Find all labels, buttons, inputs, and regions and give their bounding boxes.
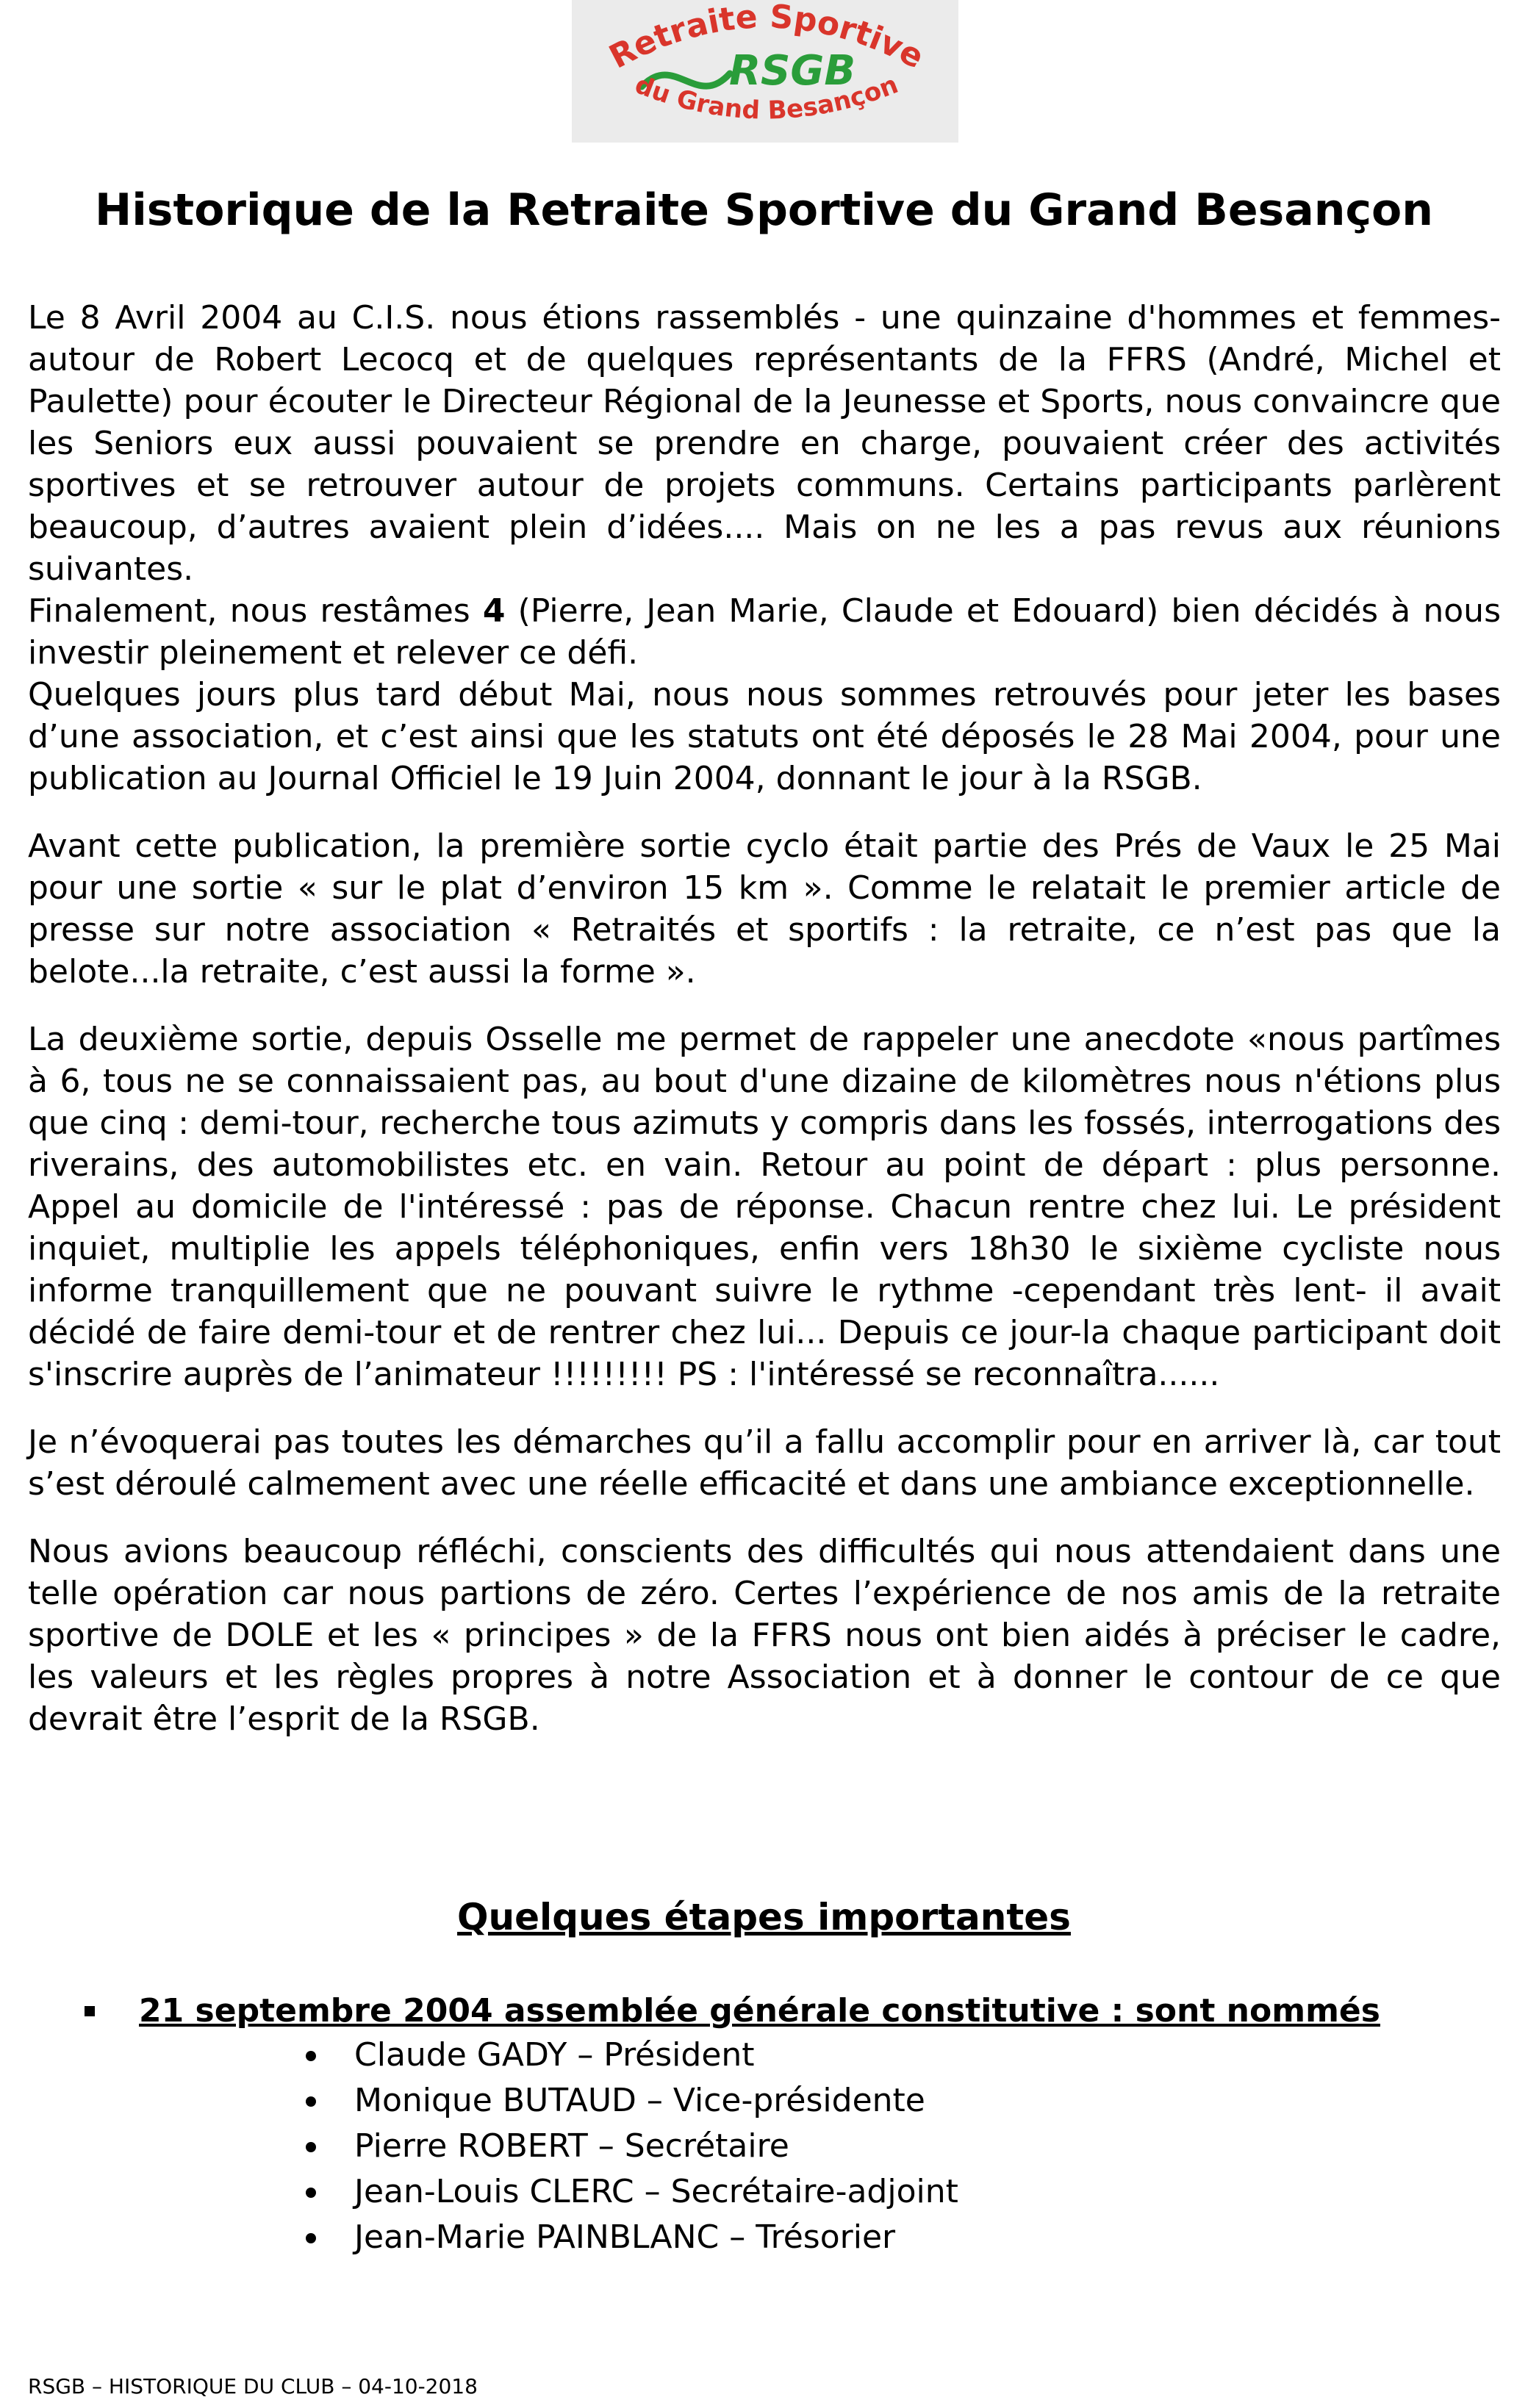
member-name: Jean-Louis CLERC – Secrétaire-adjoint <box>354 2173 958 2210</box>
paragraph-first-ride: Avant cette publication, la première sortie cyclo était partie des Prés de Vaux le 25 Mai pour une sortie « sur le plat d’environ 15 km ». Comme le relatait le premier article de presse sur notre association « Retraités et sportifs : la retraite, ce n’est pas que la belote...la retraite, c’est aussi la forme ». <box>28 827 1501 991</box>
list-item <box>303 2033 1481 2078</box>
logo-text-mid: RSGB <box>728 47 856 95</box>
list-item <box>303 2215 1481 2260</box>
paragraph-meeting: Le 8 Avril 2004 au C.I.S. nous étions rassemblés - une quinzaine d'hommes et femmes- autour de Robert Lecocq et de quelques représentants de la FFRS (André, Michel et Paulette) pour écouter le Directeur Régional de la Jeunesse et Sports, nous convaincre que les Seniors eux aussi pouvaient se prendre en charge, pouvaient créer des activités sportives et se retrouver autour de projets communs. Certains participants parlèrent beaucoup, d’autres avaient plein d’idées.... Mais on ne les a pas revus aux réunions suivantes. <box>28 299 1501 588</box>
page-footer: RSGB – HISTORIQUE DU CLUB – 04-10-2018 <box>28 2374 478 2398</box>
member-list <box>303 2033 1481 2260</box>
logo-text-top: Retraite Sportive <box>603 0 930 76</box>
milestone-list <box>85 1990 1481 2260</box>
section-title-milestones: Quelques étapes importantes <box>457 1896 1071 1938</box>
page-title: Historique de la Retraite Sportive du Grand Besançon <box>95 184 1433 236</box>
paragraph-founders <box>28 590 1501 674</box>
paragraph-statutes: Quelques jours plus tard début Mai, nous nous sommes retrouvés pour jeter les bases d’une association, et c’est ainsi que les statuts ont été déposés le 28 Mai 2004, pour une publication au Journal Officiel le 19 Juin 2004, donnant le jour à la RSGB. <box>28 676 1501 797</box>
founders-text-after: (Pierre, Jean Marie, Claude et Edouard) bien décidés à nous investir pleinement et relever ce défi. <box>28 592 1501 672</box>
square-bullet-icon <box>85 2006 95 2016</box>
bullet-icon <box>306 2233 316 2243</box>
milestone-item <box>85 1990 1481 2033</box>
paragraph-values: Nous avions beaucoup réfléchi, conscients des difficultés qui nous attendaient dans une telle opération car nous partions de zéro. Certes l’expérience de nos amis de la retraite sportive de DOLE et les « principes » de la FFRS nous ont bien aidés à préciser le cadre, les valeurs et les règles propres à notre Association et à donner le contour de ce que devrait être l’esprit de la RSGB. <box>28 1533 1501 1738</box>
paragraph-steps: Je n’évoquerai pas toutes les démarches qu’il a fallu accomplir pour en arriver là, car tout s’est déroulé calmement avec une réelle efficacité et dans une ambiance exceptionnelle. <box>28 1423 1501 1503</box>
milestone-heading: 21 septembre 2004 assemblée générale constitutive : sont nommés <box>139 1992 1380 2030</box>
founders-text-before: Finalement, nous restâmes <box>28 592 483 630</box>
member-name: Monique BUTAUD – Vice-présidente <box>354 2082 925 2119</box>
bullet-icon <box>306 2096 316 2107</box>
paragraph-anecdote: La deuxième sortie, depuis Osselle me permet de rappeler une anecdote «nous partîmes à 6, tous ne se connaissaient pas, au bout d'une dizaine de kilomètres nous n'étions plus que cinq : demi-tour, recherche tous azimuts y compris dans les fossés, interrogations des riverains, des automobilistes etc. en vain. Retour au point de départ : plus personne. Appel au domicile de l'intéressé : pas de réponse. Chacun rentre chez lui. Le président inquiet, multiplie les appels téléphoniques, enfin vers 18h30 le sixième cycliste nous informe tranquillement que ne pouvant suivre le rythme -cependant très lent- il avait décidé de faire demi-tour et de rentrer chez lui... Depuis ce jour-la chaque participant doit s'inscrire auprès de l’animateur !!!!!!!!! PS : l'intéressé se reconnaîtra...... <box>28 1021 1501 1393</box>
bullet-icon <box>306 2051 316 2061</box>
founders-count: 4 <box>482 592 506 630</box>
bullet-icon <box>306 2142 316 2152</box>
member-name: Pierre ROBERT – Secrétaire <box>354 2127 789 2165</box>
bullet-icon <box>306 2188 316 2198</box>
member-name: Jean-Marie PAINBLANC – Trésorier <box>354 2218 896 2256</box>
list-item <box>303 2078 1481 2124</box>
list-item <box>303 2169 1481 2215</box>
member-name: Claude GADY – Président <box>354 2036 755 2074</box>
logo-text-bottom: du Grand Besançon <box>631 70 903 126</box>
history-text <box>28 297 1501 1740</box>
list-item <box>303 2124 1481 2169</box>
rsgb-logo <box>572 0 958 143</box>
